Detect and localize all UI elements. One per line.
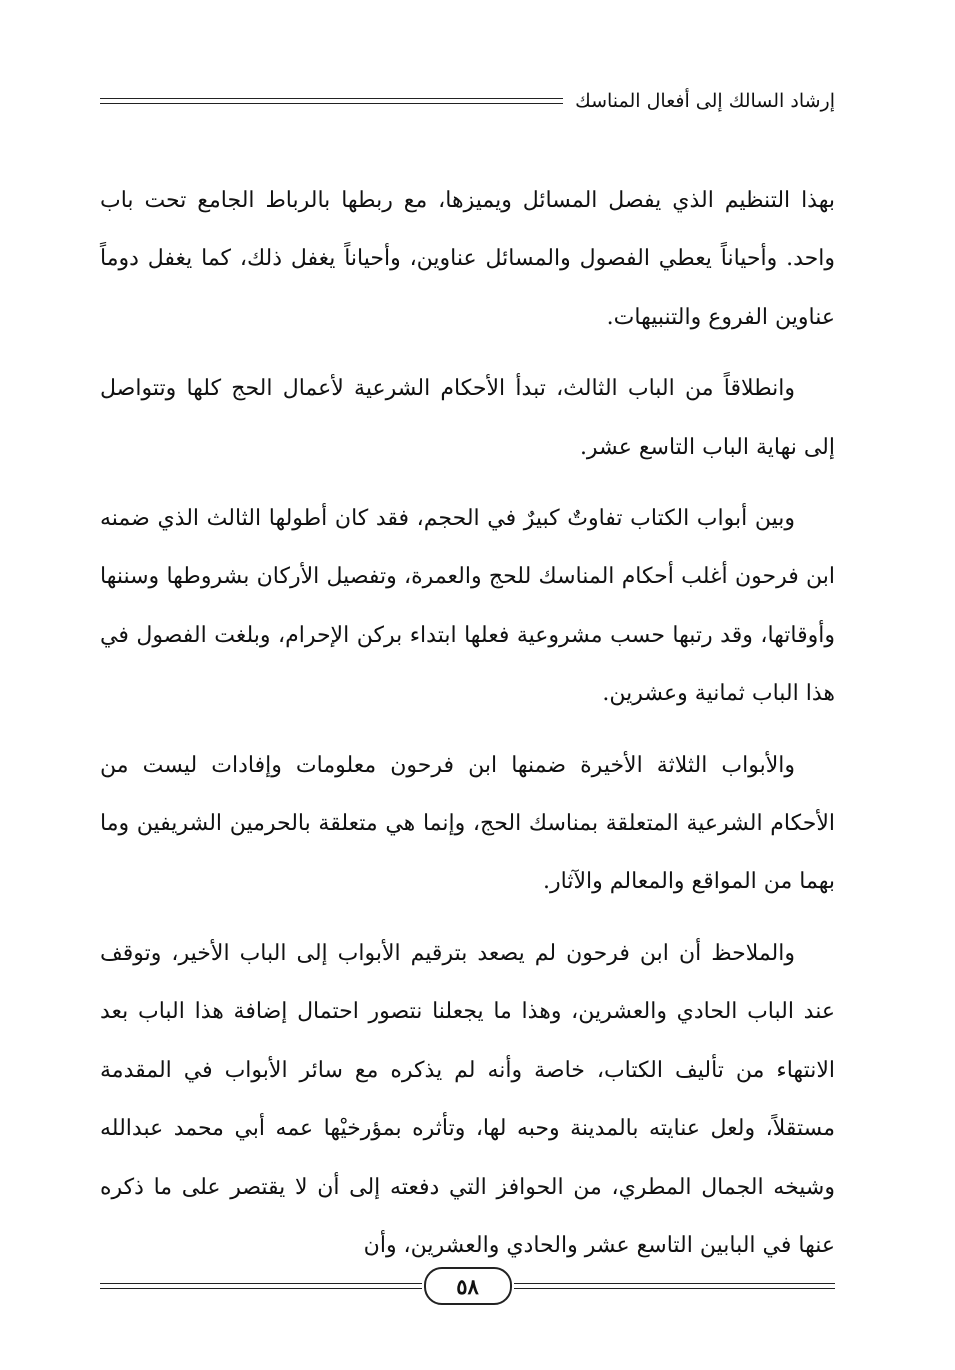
page-header bbox=[100, 86, 835, 116]
paragraph: وانطلاقاً من الباب الثالث، تبدأ الأحكام الشرعية لأعمال الحج كلها وتتواصل إلى نهاية الباب التاسع عشر. bbox=[100, 376, 835, 460]
page-number: ٥٨ bbox=[456, 1273, 479, 1299]
page-number-badge bbox=[424, 1267, 512, 1305]
footer-rule-right bbox=[514, 1283, 836, 1289]
paragraph: وبين أبواب الكتاب تفاوتٌ كبيرٌ في الحجم، فقد كان أطولها الثالث الذي ضمنه ابن فرحون أغلب أحكام المناسك للحج والعمرة، وتفصيل الأركان بشروطها وسننها وأوقاتها، وقد رتبها حسب مشروعية فعلها ابتداء بركن الإحرام، وبلغت الفصول في هذا الباب ثمانية وعشرين. bbox=[100, 506, 835, 707]
paragraph: والملاحظ أن ابن فرحون لم يصعد بترقيم الأبواب إلى الباب الأخير، وتوقف عند الباب الحادي والعشرين، وهذا ما يجعلنا نتصور احتمال إضافة هذا الباب بعد الانتهاء من تأليف الكتاب، خاصة وأنه لم يذكره مع سائر الأبواب في المقدمة مستقلاً، ولعل عنايته بالمدينة وحبه لها، وتأثره بمؤرخيْها عمه أبي محمد عبدالله وشيخه الجمال المطري، من الحوافز التي دفعته إلى أن لا يقتصر على ما ذكره عنها في البابين التاسع عشر والحادي والعشرين، وأن bbox=[100, 940, 835, 1258]
body-text bbox=[100, 172, 835, 1288]
header-rule bbox=[100, 98, 563, 104]
footer-rule-left bbox=[100, 1283, 422, 1289]
paragraph: بهذا التنظيم الذي يفصل المسائل ويميزها، مع ربطها بالرباط الجامع تحت باب واحد. وأحياناً يعطي الفصول والمسائل عناوين، وأحياناً يغفل ذلك، كما يغفل دوماً عناوين الفروع والتنبيهات. bbox=[100, 188, 835, 330]
running-title: إرشاد السالك إلى أفعال المناسك bbox=[575, 90, 835, 112]
paragraph: والأبواب الثلاثة الأخيرة ضمنها ابن فرحون معلومات وإفادات ليست من الأحكام الشرعية المتعلقة بمناسك الحج، وإنما هي متعلقة بالحرمين الشريفين وما بهما من المواقع والمعالم والآثار. bbox=[100, 752, 835, 895]
page-footer bbox=[100, 1266, 835, 1306]
